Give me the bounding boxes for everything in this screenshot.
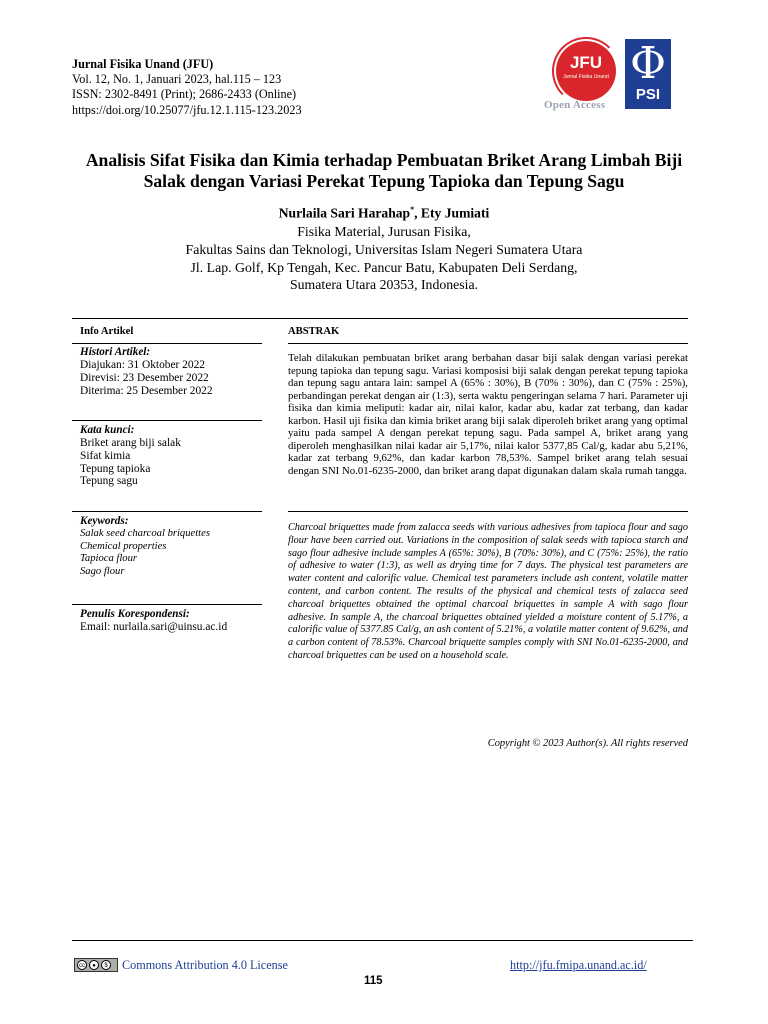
open-access-label: Open Access: [544, 99, 606, 111]
history-section: [80, 346, 213, 397]
correspondence-email: Email: nurlaila.sari@uinsu.ac.id: [80, 621, 228, 633]
journal-url-link[interactable]: http://jfu.fmipa.unand.ac.id/: [510, 958, 647, 972]
nc-icon: $: [101, 960, 111, 970]
info-heading: Info Artikel: [80, 326, 134, 337]
footer-rule: [72, 940, 693, 941]
abstract-divider: [288, 511, 688, 512]
paper-title-line-1: Analisis Sifat Fisika dan Kimia terhadap Pembuatan Briket Arang Limbah Biji: [85, 150, 683, 170]
page-number: 115: [364, 975, 383, 987]
top-rule: [72, 318, 688, 319]
history-item: Direvisi: 23 Desember 2022: [80, 371, 209, 384]
keyword-item: Tapioca flour: [80, 553, 138, 565]
journal-logos: [544, 38, 688, 114]
keywords-label: Keywords:: [80, 515, 129, 527]
affiliation-line: Sumatera Utara 20353, Indonesia.: [289, 277, 479, 293]
cc-icon: cc: [77, 960, 87, 970]
jfu-logo-subtext: Jurnal Fisika Unand: [563, 74, 609, 80]
kata-kunci-label: Kata kunci:: [80, 424, 135, 436]
keyword-item: Chemical properties: [80, 540, 167, 552]
paper-authors: [60, 205, 708, 222]
kata-kunci-item: Sifat kimia: [80, 449, 131, 462]
history-item: Diajukan: 31 Oktober 2022: [80, 359, 205, 371]
journal-doi-link[interactable]: https://doi.org/10.25077/jfu.12.1.115-123.2023: [72, 102, 302, 117]
info-heading-rule: [72, 343, 262, 344]
kata-kunci-item: Tepung sagu: [80, 475, 138, 488]
affiliation: [60, 223, 708, 294]
license-link[interactable]: Commons Attribution 4.0 License: [122, 958, 288, 972]
paper-title-line-2: Salak dengan Variasi Perekat Tepung Tapioka dan Tepung Sagu: [143, 170, 625, 191]
affiliation-line: Fisika Material, Jurusan Fisika,: [297, 224, 471, 239]
keyword-item: Salak seed charcoal briquettes: [80, 528, 210, 539]
history-label: Histori Artikel:: [80, 346, 151, 358]
kata-kunci-section: [80, 424, 181, 488]
keyword-item: Sago flour: [80, 565, 125, 577]
by-icon: ●: [89, 960, 99, 970]
kata-kunci-item: Tepung tapioka: [80, 462, 151, 475]
correspondence-section: [80, 608, 227, 634]
phi-symbol-icon: Φ: [629, 38, 667, 89]
abstract-heading: ABSTRAK: [288, 326, 340, 337]
correspondence-label: Penulis Korespondensi:: [80, 608, 190, 620]
psi-logo-text: PSI: [635, 86, 661, 103]
affiliation-line: Jl. Lap. Golf, Kp Tengah, Kec. Pancur Batu, Kabupaten Deli Serdang,: [190, 259, 578, 275]
corresponding-mark: *: [410, 205, 415, 214]
jfu-logo: [556, 41, 616, 101]
affiliation-line: Fakultas Sains dan Teknologi, Universitas Islam Negeri Sumatera Utara: [185, 241, 583, 257]
info-divider-2: [72, 511, 262, 512]
author-1: Nurlaila Sari Harahap: [278, 205, 411, 221]
abstract-english: Charcoal briquettes made from zalacca seeds with various adhesives from tapioca flour and sago flour have been carried out. Variations in the composition of salak seeds with tapioca starch and sago flour adhesive include samples A (65%: 30%), B (70%: 30%), and C (75%: 25%), the ratio of adhesive to water (1:3), as well as drying time for 7 days. The physical test parameters are water content and calorific value. Chemical test parameters include ash content, volatile matter content, and carbon content. The results of the physical and chemical tests of zalacca seed charcoal briquettes obtained the optimal charcoal briquettes in sample A with sago flour adhesive. In sample A, the charcoal briquettes obtained yielded a moisture content of 5.17%, a calorific value of 5377.85 Cal/g, an ash content of 5.21%, a volatile matter content of 9.62%, and a carbon content of 78.53%. Charcoal briquette samples comply with SNI No.01-6235-2000, and charcoal briquettes can be used on a household scale.: [288, 522, 688, 661]
cc-license-badge[interactable]: [74, 958, 118, 972]
jfu-logo-text: JFU: [569, 53, 603, 72]
journal-volume: Vol. 12, No. 1, Januari 2023, hal.115 – 123: [72, 72, 282, 87]
keywords-section: [80, 515, 210, 578]
journal-issn: ISSN: 2302-8491 (Print); 2686-2433 (Online): [72, 87, 297, 102]
author-2: , Ety Jumiati: [414, 205, 490, 221]
info-divider-1: [72, 420, 262, 421]
kata-kunci-item: Briket arang biji salak: [80, 437, 181, 449]
info-divider-3: [72, 604, 262, 605]
abstract-indonesian: Telah dilakukan pembuatan briket arang berbahan dasar biji salak dengan variasi perekat tepung tapioka dan tepung sagu. Variasi komposisi biji salak dengan perekat tepung tapioka dan tepung sagu antara lain: sampel A (65% : 30%), B (70% : 30%), dan C (75% : 25%), perbandingan perekat dengan air (1:3), serta waktu pengeringan selama 7 hari. Parameter uji fisika dan kimia meliputi: kadar air, nilai kalor, kadar abu, kadar zat terbang, dan kadar karbon. Hasil uji fisika dan kimia briket arang biji salak diperoleh briket arang yang optimal yaitu pada sampel A dengan perekat tepung sagu. Pada sampel A, briket arang yang diperoleh menghasilkan nilai kadar air 5,17%, nilai kalor 5377,85 Cal/g, kadar abu 5,21%, kadar zat terbang 9,62%, dan kadar karbon 78,53%. Sampel briket arang telah sesuai dengan SNI No.01-6235-2000, dan briket arang dapat digunakan dalam skala rumah tangga.: [288, 352, 688, 477]
history-item: Diterima: 25 Desember 2022: [80, 384, 213, 397]
paper-title: [60, 150, 708, 191]
journal-name: Jurnal Fisika Unand (JFU): [72, 57, 214, 71]
abstract-heading-rule: [288, 343, 688, 344]
copyright-notice: Copyright © 2023 Author(s). All rights reserved: [487, 738, 688, 749]
journal-header: [72, 57, 302, 118]
psi-logo: [625, 39, 671, 109]
